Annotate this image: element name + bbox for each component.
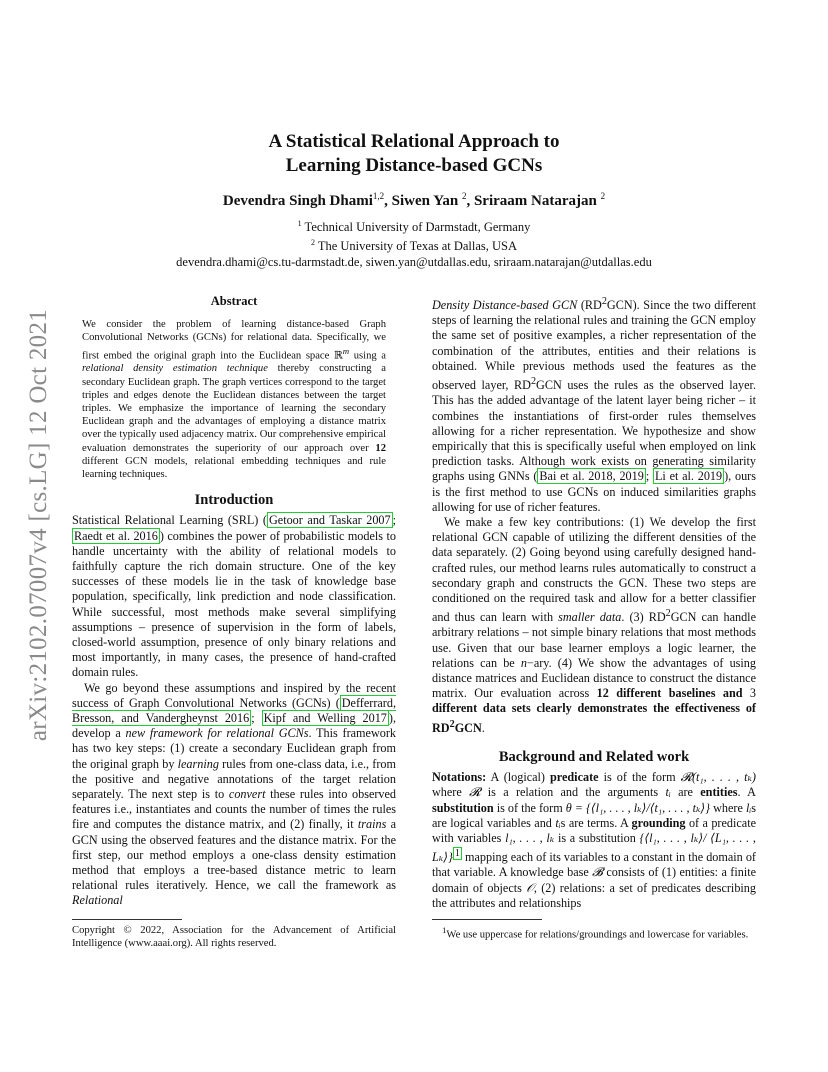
text-span: is a substitution	[554, 830, 640, 845]
text-span: 3	[742, 686, 756, 701]
title-line-1: A Statistical Relational Approach to	[268, 131, 560, 152]
affiliation-1	[72, 216, 756, 235]
footnote-ref-link[interactable]: 1	[454, 848, 460, 860]
text-span: . This framework has two key steps: (1) create a secondary Euclidean graph from the original graph by	[72, 726, 396, 771]
italic-span: Density Distance-based GCN	[432, 298, 578, 313]
abs-italic: relational density estimation technique	[82, 363, 268, 375]
affil-1-mark: 1	[297, 219, 302, 228]
math-span: tᵢ	[665, 785, 671, 800]
text-span: .	[481, 720, 485, 735]
bold-span: substitution	[432, 800, 494, 815]
text-span: of a predicate with variables	[432, 815, 756, 845]
affiliation-2	[72, 235, 756, 254]
title-line-2: Learning Distance-based GCNs	[285, 155, 543, 176]
math-span: 𝓡(t₁, . . . , tₖ)	[680, 770, 756, 785]
text-span: consists of (1) entities: a finite domain of objects	[432, 865, 757, 895]
text-span: . A	[737, 785, 756, 800]
italic-span: trains	[357, 817, 387, 832]
math-span: tᵢ	[555, 815, 561, 830]
text-span: , (2) relations: a set of predicates describing the attributes and relationships	[432, 880, 756, 910]
text-span: s are logical variables and	[432, 800, 757, 830]
affil-2-mark: 2	[310, 238, 315, 248]
text-span: mapping each of its variables to a constant in the domain of that variable. A knowledge base	[432, 850, 756, 880]
footnote-1	[432, 924, 756, 942]
contributions-paragraph	[432, 515, 756, 736]
italic-span: Relational	[72, 893, 123, 908]
citation-link[interactable]: Getoor and Taskar 2007	[268, 513, 391, 528]
italic-span: learning	[177, 756, 219, 771]
text-span: Statistical Relational Learning (SRL) (	[72, 513, 267, 528]
text-span: a GCN using the observed features and the distance matrix. For the first step, our method employs a one-class density estimation method that employs a tree-based distance metric to learn relational rules iteratively. Hence, we call the framework as	[72, 817, 396, 893]
superscript: 2	[530, 376, 537, 388]
bold-span: entities	[700, 785, 738, 800]
affil-1-text: Technical University of Darmstadt, Germany	[301, 220, 531, 235]
notations-paragraph	[432, 770, 756, 911]
abs-span: We consider the problem of learning distance-based Graph Convolutional Networks (GCNs) for relational data. Specifically, we first embed the original graph into the Euclidean space	[82, 319, 386, 362]
author-2-affil: 2	[461, 191, 467, 201]
abs-math-sup: m	[342, 345, 350, 356]
author-1: Devendra Singh Dhami	[222, 193, 373, 209]
author-3: , Sriraam Natarajan	[466, 193, 601, 209]
abs-span: using a	[349, 350, 386, 362]
text-span: GCN uses the rules as the observed layer. This has the added advantage of the latent layer being richer – it combines the instantiations of first-order rules themselves allowing for a richer representation. We hypothesize and show empirically that this is specifically useful when employed on link prediction tasks. Although work exists on generating similarity graphs using GNNs (	[432, 378, 756, 484]
text-span: rules from one-class data, i.e., from the positive and negative annotations of the target relation separately. The next step is to	[72, 756, 397, 802]
right-paragraph-1	[432, 294, 756, 515]
citation-link[interactable]: Li et al. 2019	[654, 469, 723, 484]
author-2: , Siwen Yan	[384, 193, 462, 209]
citation-link[interactable]: Kipf and Welling 2017	[263, 711, 387, 726]
abs-span: different GCN models, relational embedding techniques and rule learning techniques.	[82, 455, 386, 480]
intro-paragraph-1	[72, 513, 396, 680]
text-span: We go beyond these assumptions and inspired by the recent success of Graph Convolutional Networks (GCNs) (	[72, 680, 396, 710]
text-span: . (3) RD	[621, 610, 666, 625]
footnote-text: We use uppercase for relations/groundings and lowercase for variables.	[446, 929, 749, 941]
abs-span: thereby constructing a secondary Euclidean graph. The graph vertices correspond to the target triples and edges denote the Euclidean distances between the target triples. We emphasize the importance of learning the secondary Euclidean graph and the advantages of employing a distance matrix over the typically used adjacency matrix. Our comprehensive empirical evaluation demonstrates the superiority of our approach over	[82, 363, 386, 454]
abs-bold: 12	[375, 442, 386, 454]
text-span: ;	[392, 513, 397, 528]
paper-title	[72, 130, 756, 178]
text-span: A (logical)	[486, 770, 551, 785]
paper-header	[72, 130, 756, 270]
math-span: θ = {⟨l₁, . . . , lₖ⟩/⟨t₁, . . . , tₖ⟩}	[565, 800, 711, 815]
text-span: We make a few key contributions: (1) We develop the first relational GCN capable of utilizing the different densities of the data separately. (2) Going beyond using carefully designed hand-crafted rules, our method learns rules automatically to construct a secondary graph and constructs the GCN. These two steps are conditioned on the required task and allow for a better classifier and thus can learn with	[432, 514, 756, 625]
text-span: is of the form	[493, 800, 566, 815]
author-3-affil: 2	[600, 191, 606, 201]
math-span: 𝓑	[592, 865, 603, 880]
right-column	[432, 294, 756, 942]
introduction-heading: Introduction	[194, 492, 274, 509]
superscript: 2	[665, 608, 671, 620]
author-list	[72, 191, 756, 210]
text-span: GCN can handle arbitrary relations – not simple binary relations that most methods use. Given that our base learner employs a logic learner, the relations can be	[432, 610, 756, 670]
italic-span: smaller data	[558, 610, 622, 625]
citation-link[interactable]: Raedt et al. 2016	[74, 528, 158, 543]
citation-link[interactable]: Defferrard, Bresson, and Vandergheynst 2016	[72, 695, 396, 726]
text-span: ;	[251, 711, 262, 726]
abs-math: ℝ	[333, 350, 343, 362]
bold-span: grounding	[631, 815, 686, 830]
footnote-divider	[72, 919, 182, 920]
copyright-notice: Copyright © 2022, Association for the Advancement of Artificial Intelligence (www.aaai.org). All rights reserved.	[72, 924, 396, 949]
text-span: ), ours is the first method to use GCNs on induced similarities graphs allowing for use of richer features.	[432, 469, 756, 514]
arxiv-sidebar	[24, 290, 54, 760]
superscript: 2	[601, 296, 607, 307]
background-heading: Background and Related work	[498, 748, 690, 765]
affiliations	[72, 216, 756, 254]
citation-link[interactable]: Bai et al. 2018, 2019	[539, 469, 644, 484]
text-span: ) combines the power of probabilistic models to handle uncertainty with the ability of relational models to faithfully capture the rich domain structure. One of the key successes of these models lie in the task of knowledge base population, specifically, link prediction and node classification. While successful, most methods make several simplifying assumptions – presence of supervision in the form of labels, closed-world assumption, presence of only binary relations and most importantly, in many cases, the presence of hand-crafted domain rules.	[72, 528, 396, 680]
text-span: −ary. (4) We show the advantages of using distance matrices and Euclidean distance to construct the distance matrix. Our evaluation across	[432, 655, 756, 701]
text-span: is a relation and the arguments	[480, 785, 666, 800]
math-span: lᵢ	[745, 800, 752, 815]
intro-paragraph-2	[72, 681, 396, 909]
author-emails: devendra.dhami@cs.tu-darmstadt.de, siwen.yan@utdallas.edu, sriraam.natarajan@utdallas.edu	[176, 255, 652, 270]
text-span: where	[432, 785, 470, 800]
bold-span: different data sets clearly demonstrates the effectiveness of RD	[432, 701, 756, 735]
text-span: ;	[645, 469, 653, 484]
footnote-divider	[432, 919, 542, 920]
text-span: these rules into observed features i.e., instantiates and counts the number of times the rules fire and computes the distance matrix, and (2) finally, it	[72, 787, 397, 832]
author-1-affil: 1,2	[372, 191, 385, 201]
abstract-heading: Abstract	[210, 294, 258, 308]
bold-span: Notations:	[432, 770, 487, 785]
text-span: ), develop a	[72, 711, 397, 741]
italic-span: n	[520, 655, 527, 670]
italic-span: convert	[228, 787, 266, 802]
left-column	[72, 294, 396, 950]
math-span: {⟨l₁, . . . , lₖ⟩/ ⟨L₁, . . . , Lₖ⟩}	[432, 830, 756, 865]
footnote-mark: 1	[442, 925, 447, 936]
text-span: GCN). Since the two different steps of learning the relational rules and training the GCN employ the same set of positive examples, a richer representation of the combination of the attributes, entities and their relations is obtained. While previous methods used the features as the observed layer, RD	[432, 298, 756, 393]
text-span: are	[670, 785, 701, 800]
italic-span: new framework for relational GCNs	[125, 726, 309, 741]
text-span: s are terms. A	[560, 815, 632, 830]
bold-span: 12 different baselines and	[596, 686, 743, 701]
bold-span: predicate	[550, 770, 599, 785]
text-span: (RD	[577, 298, 602, 313]
math-span: 𝓡	[469, 785, 481, 800]
arxiv-identifier: arXiv:2102.07007v4 [cs.LG] 12 Oct 2021	[25, 308, 52, 742]
math-span: l₁, . . . , lₖ	[505, 830, 555, 845]
math-span: 𝒪	[526, 880, 534, 895]
abstract-text	[72, 318, 396, 481]
superscript: 2	[449, 718, 455, 730]
affil-2-text: The University of Texas at Dallas, USA	[314, 239, 518, 254]
text-span: where	[710, 800, 746, 815]
text-span: is of the form	[598, 770, 681, 785]
bold-span: GCN	[454, 720, 482, 735]
